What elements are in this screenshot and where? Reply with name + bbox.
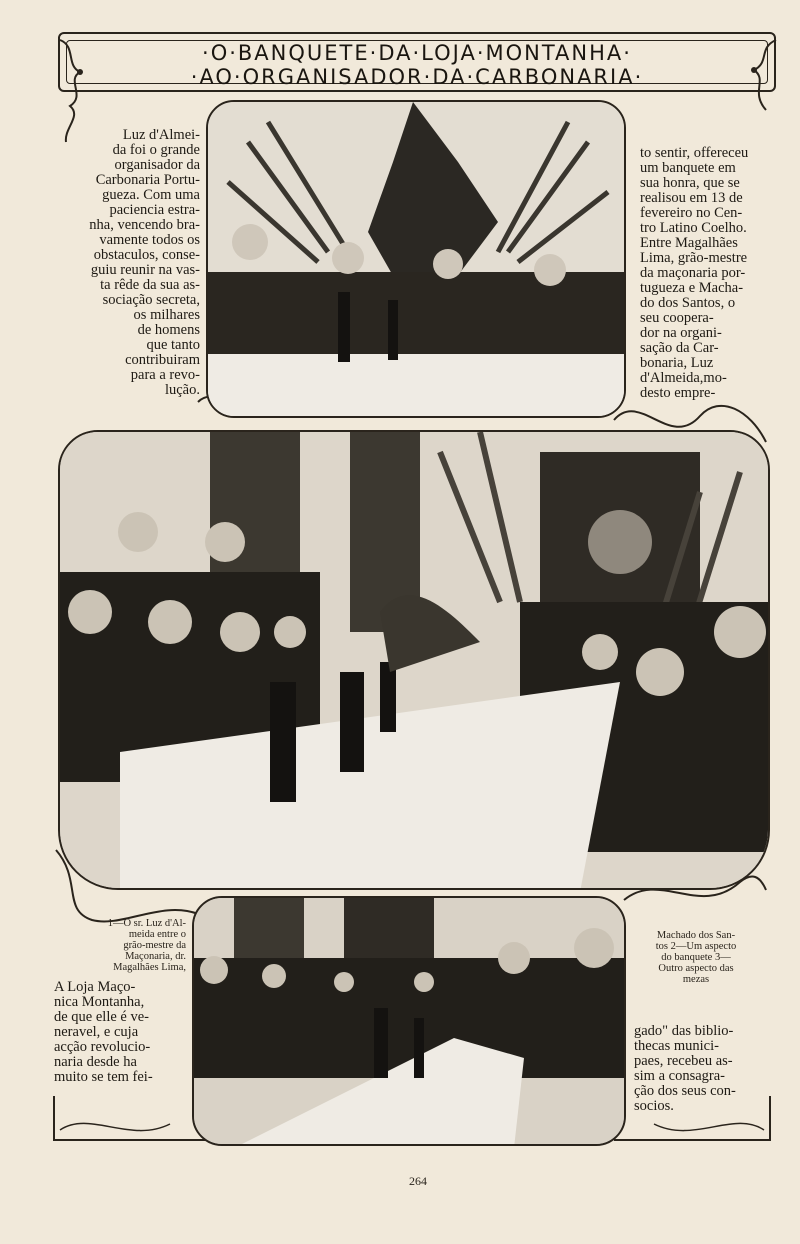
text-line: tugueza e Macha- <box>640 280 744 296</box>
text-line: um banquete em <box>640 160 736 176</box>
title-line-2: ·AO·ORGANISADOR·DA·CARBONARIA· <box>190 65 644 89</box>
article-column-left-top <box>50 128 200 398</box>
text-line: que tanto <box>146 337 200 353</box>
photo-banquet-long-table <box>58 430 770 890</box>
text-line: fevereiro no Cen- <box>640 205 743 221</box>
text-line: de que elle é ve- <box>54 1009 150 1025</box>
text-line: Entre Magalhães <box>640 235 738 251</box>
text-line: realisou em 13 de <box>640 190 743 206</box>
text-line: paes, recebeu as- <box>634 1053 733 1069</box>
text-line: nha, vencendo bra- <box>89 217 200 233</box>
text-line: ta rêde da sua as- <box>100 277 200 293</box>
text-line: neravel, e cuja <box>54 1024 139 1040</box>
caption-line: mezas <box>682 974 710 985</box>
text-line: Luz d'Almei- <box>122 127 200 143</box>
photo-caption-right <box>642 930 750 985</box>
caption-line: Outro aspecto das <box>658 963 734 974</box>
text-line: sação da Car- <box>640 340 719 356</box>
ornament-top-right <box>736 36 780 116</box>
caption-line: 1—O sr. Luz d'Al- <box>107 918 186 929</box>
text-line: gado" das biblio- <box>634 1023 734 1039</box>
photo-caption-left <box>70 918 186 973</box>
text-line: vamente todos os <box>99 232 200 248</box>
text-line: organisador da <box>114 157 200 173</box>
text-line: thecas munici- <box>634 1038 719 1054</box>
photo-banquet-tables <box>192 896 626 1146</box>
text-line: Carbonaria Portu- <box>95 172 200 188</box>
text-line: os milhares <box>133 307 200 323</box>
text-line: da foi o grande <box>112 142 200 158</box>
text-line: muito se tem fei- <box>54 1069 153 1085</box>
text-line: obstaculos, conse- <box>93 247 200 263</box>
text-line: sua honra, que se <box>640 175 740 191</box>
text-line: Lima, grão-mestre <box>640 250 748 266</box>
text-line: dor na organi- <box>640 325 722 341</box>
text-line: acção revolucio- <box>54 1039 151 1055</box>
text-line: paciencia estra- <box>109 202 200 218</box>
page-number: 264 <box>409 1174 427 1188</box>
article-column-right-bottom <box>634 1024 780 1114</box>
text-line: socios. <box>634 1098 674 1114</box>
text-line: lução. <box>164 382 200 398</box>
caption-line: meida entre o <box>128 929 186 940</box>
caption-line: Magalhães Lima, <box>113 962 186 973</box>
caption-line: Machado dos San- <box>656 930 736 941</box>
title-banner <box>58 32 776 92</box>
text-line: contribuiram <box>125 352 200 368</box>
title-line-1: ·O·BANQUETE·DA·LOJA·MONTANHA· <box>202 41 632 65</box>
text-line: sociação secreta, <box>102 292 200 308</box>
photo-banquet-head-table <box>206 100 626 418</box>
text-line: d'Almeida,mo- <box>640 370 727 386</box>
text-line: ção dos seus con- <box>634 1083 736 1099</box>
caption-line: tos 2—Um aspecto <box>655 941 737 952</box>
text-line: naria desde ha <box>54 1054 137 1070</box>
text-line: para a revo- <box>130 367 200 383</box>
text-line: sim a consagra- <box>634 1068 725 1084</box>
text-line: do dos Santos, o <box>640 295 736 311</box>
text-line: bonaria, Luz <box>640 355 714 371</box>
text-line: gueza. Com uma <box>102 187 200 203</box>
text-line: tro Latino Coelho. <box>640 220 747 236</box>
article-column-right-top <box>640 146 786 401</box>
text-line: nica Montanha, <box>54 994 145 1010</box>
text-line: de homens <box>137 322 200 338</box>
caption-line: do banquete 3— <box>661 952 731 963</box>
text-line: guiu reunir na vas- <box>90 262 200 278</box>
text-line: desto empre- <box>640 385 716 401</box>
caption-line: Maçonaria, dr. <box>125 951 186 962</box>
caption-line: grão-mestre da <box>123 940 186 951</box>
article-column-left-bottom <box>54 980 188 1085</box>
text-line: seu cooperа- <box>640 310 714 326</box>
text-line: da maçonaria por- <box>640 265 746 281</box>
text-line: A Loja Maço- <box>54 979 136 995</box>
text-line: to sentir, offereceu <box>640 145 749 161</box>
